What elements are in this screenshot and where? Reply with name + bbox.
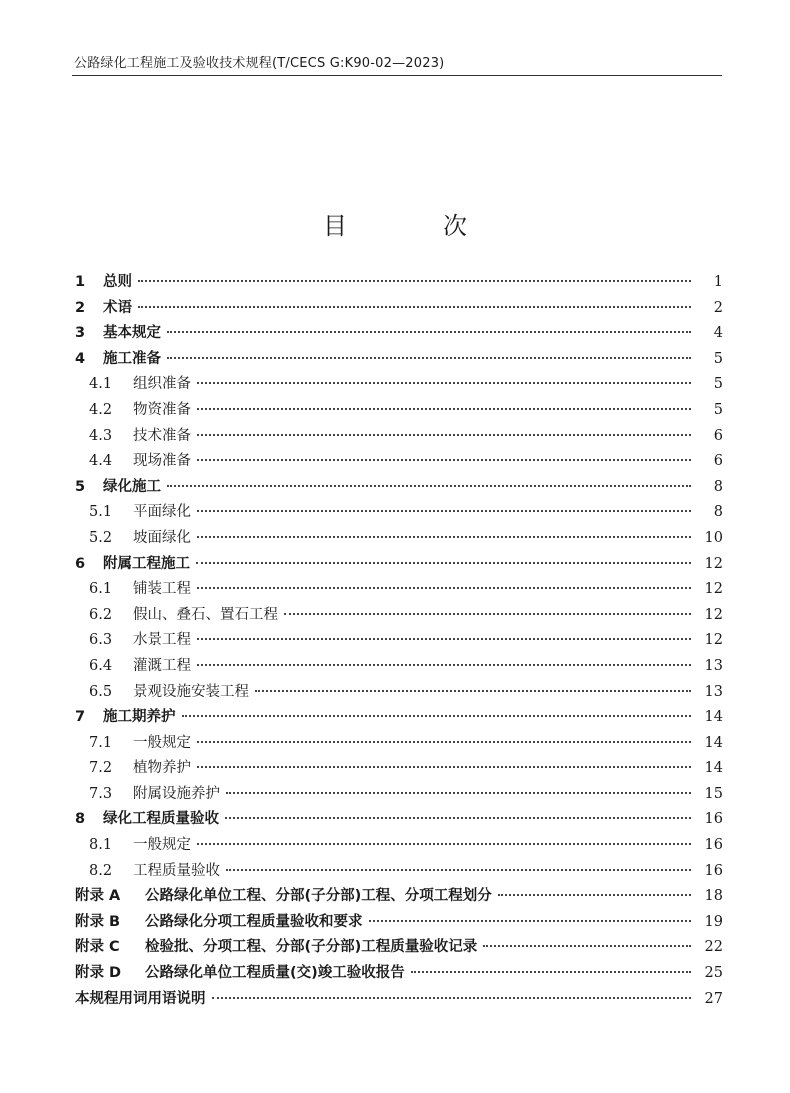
toc-entry[interactable] (75, 910, 723, 936)
toc-entry-page-number: 6 (713, 453, 723, 470)
toc-entry-number: 6.5 (89, 683, 113, 700)
toc-entry[interactable] (75, 756, 723, 782)
toc-entry-label: 坡面绿化 (133, 529, 191, 546)
toc-entry-page-number: 27 (704, 990, 723, 1007)
dot-leader (197, 510, 691, 512)
toc-entry-label: 附属设施养护 (133, 785, 220, 802)
toc-entry-number: 4.1 (89, 376, 113, 393)
toc-entry-page-number: 1 (713, 274, 723, 290)
toc-entry-page-number: 14 (704, 709, 723, 726)
toc-entry-page-number: 16 (704, 862, 723, 879)
toc-entry-label: 附属工程施工 (103, 555, 190, 572)
dot-leader (255, 690, 691, 692)
toc-entry-label: 本规程用词用语说明 (75, 990, 206, 1007)
toc-entry[interactable] (75, 833, 723, 859)
toc-entry-number: 6 (75, 555, 86, 572)
toc-entry[interactable] (75, 372, 723, 398)
toc-entry-page-number: 5 (713, 376, 723, 393)
toc-entry[interactable] (75, 782, 723, 808)
toc-entry-label: 一般规定 (133, 734, 191, 751)
toc-entry-number: 附录 C (75, 939, 120, 956)
toc-entry-label: 景观设施安装工程 (133, 683, 249, 700)
toc-entry-label: 公路绿化单位工程质量(交)竣工验收报告 (145, 965, 405, 982)
toc-entry[interactable] (75, 424, 723, 450)
toc-entry[interactable] (75, 526, 723, 552)
toc-entry-number: 2 (75, 299, 86, 316)
toc-entry-number: 8.2 (89, 862, 113, 879)
toc-entry[interactable] (75, 398, 723, 424)
dot-leader (225, 817, 691, 819)
toc-entry-number: 7.3 (89, 785, 113, 802)
toc-entry-page-number: 13 (704, 657, 723, 674)
toc-entry-page-number: 16 (704, 837, 723, 854)
toc-entry[interactable] (75, 270, 723, 296)
toc-entry-label: 检验批、分项工程、分部(子分部)工程质量验收记录 (145, 939, 478, 956)
toc-entry[interactable] (75, 884, 723, 910)
dot-leader (411, 971, 691, 973)
toc-entry-page-number: 12 (704, 606, 723, 623)
dot-leader (197, 536, 691, 538)
table-of-contents (75, 270, 723, 1012)
dot-leader (182, 715, 692, 717)
dot-leader (197, 408, 691, 410)
dot-leader (167, 357, 691, 359)
toc-entry[interactable] (75, 296, 723, 322)
toc-entry-label: 总则 (103, 274, 132, 290)
toc-entry-number: 8.1 (89, 837, 113, 854)
toc-entry-label: 铺装工程 (133, 581, 191, 598)
toc-entry-label: 术语 (103, 299, 132, 316)
toc-entry-label: 灌溉工程 (133, 657, 191, 674)
toc-entry-page-number: 14 (704, 760, 723, 777)
toc-entry-number: 6.3 (89, 632, 113, 649)
dot-leader (498, 894, 691, 896)
dot-leader (197, 766, 691, 768)
dot-leader (226, 869, 691, 871)
toc-entry-number: 5 (75, 478, 86, 495)
toc-entry-number: 7.1 (89, 734, 113, 751)
toc-entry[interactable] (75, 807, 723, 833)
dot-leader (197, 382, 691, 384)
toc-entry-number: 4.2 (89, 401, 113, 418)
dot-leader (226, 792, 691, 794)
toc-title: 目 次 (323, 212, 503, 241)
toc-entry[interactable] (75, 680, 723, 706)
toc-entry-label: 施工期养护 (103, 709, 176, 726)
toc-entry-number: 附录 B (75, 913, 121, 930)
dot-leader (284, 613, 691, 615)
toc-entry-number: 5.2 (89, 529, 113, 546)
dot-leader (483, 945, 691, 947)
toc-entry-label: 工程质量验收 (133, 862, 220, 879)
toc-entry-number: 6.2 (89, 606, 113, 623)
toc-entry[interactable] (75, 321, 723, 347)
toc-entry-number: 8 (75, 811, 86, 828)
toc-entry-page-number: 8 (713, 478, 723, 495)
dot-leader (197, 741, 691, 743)
toc-entry[interactable] (75, 552, 723, 578)
toc-entry-page-number: 16 (704, 811, 723, 828)
dot-leader (197, 587, 691, 589)
toc-entry-page-number: 19 (704, 913, 723, 930)
dot-leader (196, 562, 691, 564)
toc-entry[interactable] (75, 961, 723, 987)
toc-entry-number: 附录 A (75, 888, 121, 905)
toc-entry-label: 施工准备 (103, 350, 161, 367)
toc-entry-page-number: 18 (704, 888, 723, 905)
toc-entry[interactable] (75, 475, 723, 501)
toc-entry-page-number: 14 (704, 734, 723, 751)
toc-entry-label: 基本规定 (103, 325, 161, 342)
toc-entry[interactable] (75, 577, 723, 603)
toc-entry-page-number: 5 (713, 350, 723, 367)
toc-entry-page-number: 13 (704, 683, 723, 700)
toc-entry-number: 附录 D (75, 965, 122, 982)
toc-entry-number: 3 (75, 325, 86, 342)
toc-entry-number: 5.1 (89, 504, 113, 521)
dot-leader (197, 843, 691, 845)
toc-entry-number: 6.4 (89, 657, 113, 674)
toc-entry-label: 组织准备 (133, 376, 191, 393)
toc-entry-page-number: 6 (713, 427, 723, 444)
toc-entry-page-number: 12 (704, 632, 723, 649)
toc-entry-page-number: 8 (713, 504, 723, 521)
toc-entry-number: 6.1 (89, 581, 113, 598)
toc-entry-page-number: 15 (704, 785, 723, 802)
toc-entry-label: 物资准备 (133, 401, 191, 418)
dot-leader (212, 997, 692, 999)
header-divider (72, 75, 722, 76)
toc-entry-label: 技术准备 (133, 427, 191, 444)
toc-entry[interactable] (75, 347, 723, 373)
dot-leader (369, 920, 692, 922)
toc-entry[interactable] (75, 603, 723, 629)
toc-entry-number: 1 (75, 274, 86, 290)
toc-entry-page-number: 2 (713, 299, 723, 316)
toc-entry-label: 绿化工程质量验收 (103, 811, 219, 828)
toc-entry-label: 假山、叠石、置石工程 (133, 606, 278, 623)
toc-entry[interactable] (75, 654, 723, 680)
toc-entry[interactable] (75, 731, 723, 757)
toc-entry[interactable] (75, 449, 723, 475)
toc-entry-label: 一般规定 (133, 837, 191, 854)
toc-entry-page-number: 22 (704, 939, 723, 956)
toc-entry[interactable] (75, 935, 723, 961)
toc-entry-number: 4.3 (89, 427, 113, 444)
toc-entry[interactable] (75, 628, 723, 654)
toc-entry-label: 公路绿化单位工程、分部(子分部)工程、分项工程划分 (145, 888, 492, 905)
dot-leader (138, 306, 691, 308)
toc-entry-number: 4.4 (89, 453, 113, 470)
toc-entry-page-number: 10 (704, 529, 723, 546)
toc-entry-page-number: 5 (713, 401, 723, 418)
toc-entry-label: 植物养护 (133, 760, 191, 777)
running-header: 公路绿化工程施工及验收技术规程(T/CECS G:K90-02—2023) (74, 56, 445, 71)
toc-entry[interactable] (75, 859, 723, 885)
toc-entry-page-number: 12 (704, 555, 723, 572)
toc-entry-page-number: 25 (704, 965, 723, 982)
dot-leader (197, 664, 691, 666)
toc-entry-label: 现场准备 (133, 453, 191, 470)
dot-leader (167, 331, 691, 333)
dot-leader (197, 459, 691, 461)
toc-entry-page-number: 12 (704, 581, 723, 598)
toc-entry-label: 公路绿化分项工程质量验收和要求 (145, 913, 363, 930)
toc-entry-number: 4 (75, 350, 86, 367)
toc-entry-number: 7 (75, 709, 86, 726)
dot-leader (167, 485, 691, 487)
dot-leader (197, 434, 691, 436)
toc-entry-label: 绿化施工 (103, 478, 161, 495)
toc-entry-page-number: 4 (713, 325, 723, 342)
toc-entry[interactable] (75, 500, 723, 526)
toc-entry-label: 平面绿化 (133, 504, 191, 521)
toc-entry-label: 水景工程 (133, 632, 191, 649)
toc-entry[interactable] (75, 987, 723, 1013)
toc-entry-number: 7.2 (89, 760, 113, 777)
toc-entry[interactable] (75, 705, 723, 731)
dot-leader (138, 280, 691, 282)
dot-leader (197, 638, 691, 640)
